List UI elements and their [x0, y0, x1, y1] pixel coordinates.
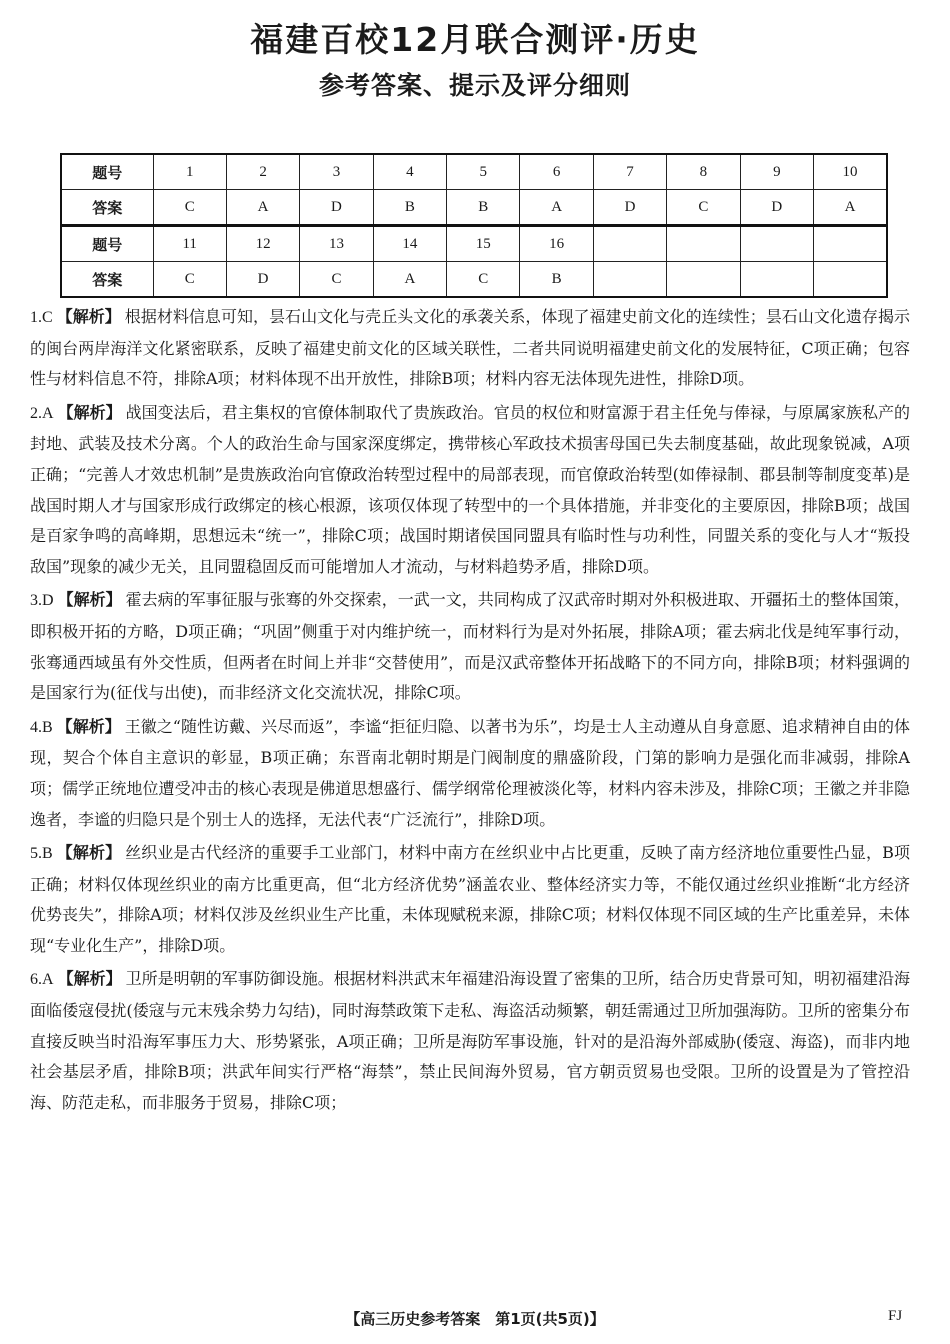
analysis-body [30, 302, 910, 1121]
page-footer: 【高三历史参考答案 第1页(共5页)】 [345, 1310, 605, 1328]
item-number: 5.B [30, 845, 53, 863]
answer-cell: A [373, 262, 446, 298]
explanation-text: 战国变法后，君主集权的官僚体制取代了贵族政治。官员的权位和财富源于君主任免与俸禄，与原属家族私产的封地、武装及技术分离。个人的政治生命与国家深度绑定，携带核心军政技术损害母国已失去制度基础，故此现象锐减，A项正确；“完善人才效忠机制”是贵族政治向官僚政治转型过程中的局部表现，而官僚政治转型(如俸禄制、郡县制等制度变革)是战国时期人才与国家形成行政绑定的核心根源，该项仅体现了转型中的一个具体措施，并非变化的主要原因，排除B项；战国是百家争鸣的高峰期，思想远未“统一”，排除C项；战国时期诸侯国同盟具有临时性与功利性，同盟关系的变化与人才“叛投敌国”现象的减少无关，且同盟稳固反而可能增加人才流动，与材料趋势矛盾，排除D项。 [30, 402, 910, 576]
question-number: 14 [373, 226, 446, 262]
explanation-text: 丝织业是古代经济的重要手工业部门，材料中南方在丝织业中占比更重，反映了南方经济地位重要性凸显，B项正确；材料仅体现丝织业的南方比重更高，但“北方经济优势”涵盖农业、整体经济实力等，不能仅通过丝织业推断“北方经济优势丧失”，排除A项；材料仅涉及丝织业生产比重，未体现赋税来源，排除C项；材料仅体现不同区域的生产比重差异，未体现“专业化生产”，排除D项。 [30, 843, 910, 955]
empty-cell [667, 262, 740, 298]
answer-cell: C [153, 262, 226, 298]
answer-cell: B [447, 190, 520, 226]
item-number: 1.C [30, 309, 53, 326]
question-number: 8 [667, 154, 740, 190]
question-number: 7 [593, 154, 666, 190]
item-number: 3.D [30, 592, 54, 610]
explanation-text: 卫所是明朝的军事防御设施。根据材料洪武末年福建沿海设置了密集的卫所，结合历史背景可知，明初福建沿海面临倭寇侵扰(倭寇与元末残余势力勾结)，同时海禁政策下走私、海盗活动频繁，朝廷需通过卫所加强海防。卫所的密集分布直接反映当时沿海军事压力大、形势紧张，A项正确；卫所是海防军事设施，针对的是沿海外部威胁(倭寇、海盗)，而非内地社会基层矛盾，排除B项；洪武年间实行严格“海禁”，禁止民间海外贸易，官方朝贡贸易也受限。卫所的设置是为了管控沿海、防范走私，而非服务于贸易，排除C项； [30, 969, 910, 1112]
answer-cell: A [226, 190, 299, 226]
question-number: 5 [447, 154, 520, 190]
answer-cell: C [300, 262, 373, 298]
analysis-tag: 【解析】 [56, 843, 122, 863]
answer-cell: D [300, 190, 373, 226]
question-number: 15 [447, 226, 520, 262]
explanation-text: 霍去病的军事征服与张骞的外交探索，一武一文，共同构成了汉武帝时期对外积极进取、开疆拓土的整体国策，即积极开拓的方略，D项正确；“巩固”侧重于对内维护统一，而材料行为是对外拓展，排除A项；霍去病北伐是纯军事行动，张骞通西域虽有外交性质，但两者在时间上并非“交替使用”，而是汉武帝整体开拓战略下的不同方向，排除B项；材料强调的是国家行为(征伐与出使)，而非经济文化交流状况，排除C项。 [30, 590, 910, 703]
question-number: 4 [373, 154, 446, 190]
footer-region-code: FJ [888, 1308, 903, 1324]
answer-cell: B [373, 190, 446, 226]
row-label-number: 题号 [61, 226, 153, 262]
analysis-tag: 【解析】 [57, 402, 122, 422]
analysis-tag: 【解析】 [56, 307, 121, 326]
empty-cell [814, 226, 887, 262]
answer-cell: D [593, 190, 666, 226]
answer-table-2 [60, 225, 888, 298]
row-label-answer: 答案 [61, 190, 153, 226]
answer-cell: A [520, 190, 593, 226]
empty-cell [740, 226, 813, 262]
answer-explanation-3 [30, 585, 910, 708]
empty-cell [814, 262, 887, 298]
item-number: 2.A [30, 404, 54, 422]
answer-cell: C [153, 190, 226, 226]
item-number: 6.A [30, 971, 54, 989]
answer-cell: C [667, 190, 740, 226]
table-row-numbers [61, 226, 887, 262]
answer-cell: D [226, 262, 299, 298]
answer-cell: C [447, 262, 520, 298]
row-label-answer: 答案 [61, 262, 153, 298]
analysis-tag: 【解析】 [56, 716, 121, 736]
analysis-tag: 【解析】 [57, 590, 122, 610]
page-subtitle: 参考答案、提示及评分细则 [318, 71, 631, 100]
question-number: 16 [520, 226, 593, 262]
question-number: 3 [300, 154, 373, 190]
question-number: 6 [520, 154, 593, 190]
item-number: 4.B [30, 718, 53, 736]
question-number: 12 [226, 226, 299, 262]
question-number: 2 [226, 154, 299, 190]
explanation-text: 根据材料信息可知，昙石山文化与壳丘头文化的承袭关系，体现了福建史前文化的连续性；昙石山文化遗存揭示的闽台两岸海洋文化紧密联系，反映了福建史前文化的区域关联性，二者共同说明福建史前文化的发展特征，C项正确；包容性与材料信息不符，排除A项；材料体现不出开放性，排除B项；材料内容无法体现先进性，排除D项。 [30, 307, 910, 389]
empty-cell [667, 226, 740, 262]
row-label-number: 题号 [61, 154, 153, 190]
question-number: 9 [740, 154, 813, 190]
question-number: 1 [153, 154, 226, 190]
analysis-tag: 【解析】 [57, 969, 122, 989]
table-row-answers [61, 262, 887, 298]
table-row-numbers [61, 154, 887, 190]
question-number: 10 [814, 154, 887, 190]
question-number: 11 [153, 226, 226, 262]
answer-cell: A [814, 190, 887, 226]
answer-cell: B [520, 262, 593, 298]
table-row-answers [61, 190, 887, 226]
answer-explanation-4 [30, 712, 910, 835]
empty-cell [740, 262, 813, 298]
page-title: 福建百校12月联合测评·历史 [250, 20, 700, 59]
answer-table-1 [60, 153, 888, 226]
answer-explanation-5 [30, 838, 910, 961]
answer-explanation-6 [30, 964, 910, 1118]
empty-cell [593, 226, 666, 262]
question-number: 13 [300, 226, 373, 262]
answer-cell: D [740, 190, 813, 226]
answer-explanation-2 [30, 398, 910, 583]
empty-cell [593, 262, 666, 298]
explanation-text: 王徽之“随性访戴、兴尽而返”，李谧“拒征归隐、以著书为乐”，均是士人主动遵从自身意愿、追求精神自由的体现，契合个体自主意识的彰显，B项正确；东晋南北朝时期是门阀制度的鼎盛阶段，门第的影响力是强化而非减弱，排除A项；儒学正统地位遭受冲击的核心表现是佛道思想盛行、儒学纲常伦理被淡化等，材料内容未涉及，排除C项；王徽之并非隐逸者，李谧的归隐只是个别士人的选择，无法代表“广泛流行”，排除D项。 [30, 716, 910, 829]
answer-explanation-1 [30, 302, 910, 395]
